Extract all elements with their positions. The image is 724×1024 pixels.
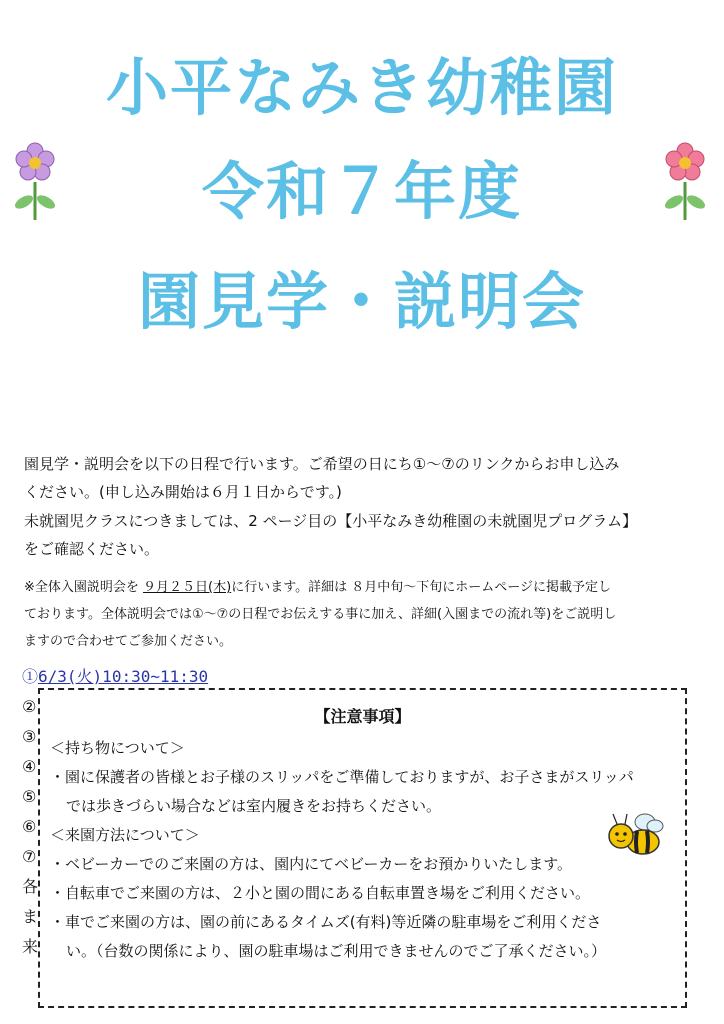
flower-icon (10, 142, 60, 222)
schedule-marker[interactable]: ⑥ (22, 817, 37, 836)
flower-icon (660, 142, 710, 222)
intro-paragraph-3 (24, 574, 700, 655)
intro-line (24, 574, 700, 601)
notice-line: ・ベビーカーでのご来園の方は、園内にてベビーカーをお預かりいたします。 (50, 855, 573, 873)
title-line-event: 園見学・説明会 (137, 265, 586, 338)
notice-line: ・園に保護者の皆様とお子様のスリッパをご準備しておりますが、お子さまがスリッパ (50, 768, 634, 786)
schedule-marker[interactable]: ② (22, 697, 37, 716)
title-line-year: 令和７年度 (201, 155, 522, 228)
notice-line: ・自転車でご来園の方は、２小と園の間にある自転車置き場をご利用ください。 (50, 884, 591, 902)
schedule-number: ① (22, 667, 39, 686)
notice-line: い。（台数の関係により、園の駐車場はご利用できませんのでご了承ください。） (66, 942, 607, 960)
schedule-marker[interactable]: ⑦ (22, 847, 37, 866)
notice-box (38, 688, 687, 1008)
intro-line: ください。(申し込み開始は６月１日からです。) (24, 483, 342, 501)
intro-line: ております。全体説明会では①～⑦の日程でお伝えする事に加え、詳細(入園までの流れ等)をご説明し (24, 607, 617, 622)
notice-title: 【注意事項】 (314, 707, 411, 726)
intro-text: ※全体入園説明会を (24, 580, 144, 595)
schedule-item-1[interactable] (22, 664, 208, 690)
schedule-list (22, 664, 208, 690)
intro-line: をご確認ください。 (24, 540, 160, 558)
notice-section-heading: ＜持ち物について＞ (50, 739, 185, 757)
notice-line: では歩きづらい場合などは室内履きをお持ちください。 (66, 797, 442, 815)
event-date: ９月２５日(木) (143, 580, 232, 595)
schedule-marker: 各 (22, 877, 39, 896)
notice-section-heading: ＜来園方法について＞ (50, 826, 200, 844)
schedule-marker[interactable]: ⑤ (22, 787, 37, 806)
schedule-marker[interactable]: ④ (22, 757, 37, 776)
schedule-marker: ま (22, 907, 39, 926)
schedule-marker[interactable]: ③ (22, 727, 37, 746)
intro-line: 園見学・説明会を以下の日程で行います。ご希望の日にち①～⑦のリンクからお申し込み (24, 455, 620, 473)
bee-icon (605, 810, 665, 860)
notice-line: ・車でご来園の方は、園の前にあるタイムズ(有料)等近隣の駐車場をご利用くださ (50, 913, 602, 931)
intro-paragraph-2 (24, 507, 700, 563)
schedule-link[interactable]: 6/3(火)10:30~11:30 (38, 667, 209, 686)
title-line-school: 小平なみき幼稚園 (105, 51, 618, 124)
intro-text: に行います。詳細は ８月中旬～下旬にホームページに掲載予定し (231, 580, 612, 595)
schedule-marker: 来 (22, 937, 39, 956)
intro-line: ますので合わせてご参加ください。 (24, 634, 233, 649)
intro-paragraph-1 (24, 450, 700, 506)
intro-line: 未就園児クラスにつきましては、2 ページ目の【小平なみき幼稚園の未就園児プログラム】 (24, 512, 638, 530)
